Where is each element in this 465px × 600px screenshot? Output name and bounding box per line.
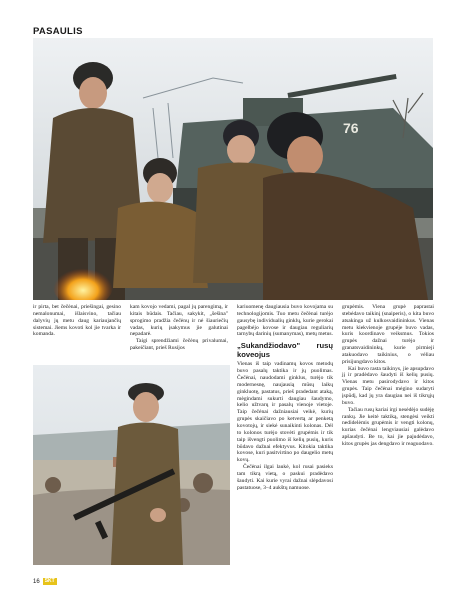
column-4-text [342, 304, 434, 448]
bottom-photo [33, 365, 230, 565]
magazine-logo: SKT [44, 578, 55, 584]
paragraph: Vienas iš taip vadinamų kovos metodų buvo pasalų taktika ir jų puolimas. Čečėnai, naudodami ginklus, turėjo tik modernesnę, naujausią mūsų laikų ginkluotę, pastatus, prieš pradedant ataką, mėgindami sukurti daugiau šaudymo, kelio užtvarų ir pasalų vienoje vietoje. Taip čečėnai dažniausiai veikė, kurių grupės skaičiavo po ketvertą ar penketą kovotojų, ir siekė sunaikinti kolonas. Dėl to kolonos turėjo stovėti grupėmis ir tik taip išvengti puolimo iš kelių pusių, kuris būdavo dažnai efektyvus. Kitokia taktika kovose, kuri pasitvirtino po daugelio metų kovų. [237, 361, 333, 464]
paragraph: ir pirta, bet čečėnai, priešingai, gesino nemalonumai, išlaisvino, tačiau dalyvių jų metu daug kariaujančių sistemai. Jiems kovoti kol jie tvarka ir komanda. [33, 304, 121, 338]
paragraph: Kai buvo rasta taikinys, jie apsupdavo jį ir pradėdavo šaudyti iš kelių pusių. Vienas metu pasirodydavo ir kitos grupės. Taip čečėnai mėgino sudaryti įspūdį, kad jų yra daugiau nei iš tikrųjų buvo. [342, 365, 434, 406]
paragraph: Čečėnai ilgai laukė, kol rusai pasieks tam tikrą vietą, o paskui pradėdavo šaudyti. Kai kurie vyrai dažnai slėpdavosi pastatuose, 3–4 aukštų namuose. [237, 464, 333, 491]
section-title: PASAULIS [33, 26, 83, 37]
rifle-soldier-photo-image [33, 365, 230, 565]
page-number: 16 [33, 578, 40, 585]
subheading: „Sukandžiodavo" rusų koveojus [237, 341, 333, 359]
paragraph: Tačiau rusų kariai irgi nesėdėjo sudėję rankų. Jie keitė taktiką, stengėsi veikti nedidelėmis grupėmis ir vengti kolonų, kurias čečėnai lengviausiai galėdavo apšaudyti. Be to, kai jie pajudėdavo, kitos grupės jas dengdavo ir reaguodavo. [342, 406, 434, 447]
top-photo [33, 38, 433, 300]
paragraph: kam kovojo vedami, pagal jų parengimą, ir kitais būdais. Tačiau, sakykit, „šešina" sprogimo pradžia čečėnų ir nė šiauriečių vadas, kurių įsakymus jie galutinai nepadarė. [130, 304, 228, 338]
column-3-text [237, 304, 333, 491]
column-1-top-text [33, 304, 121, 338]
page-footer [33, 578, 57, 585]
paragraph: kariuomenę daugiausia buvo kovojama su technologijomis. Tuo metu čečėnai turėjo gausybę individualių ginklų, kurie gerokai pagelbėjo kovose ir daugiau reguliarių tarnybų darinių (sumanymas), metų metus. [237, 304, 334, 338]
soldiers-photo-image [33, 38, 433, 300]
paragraph: grupėmis. Viena grupė paprastai stebėdavo taikinį (snaiperis), o kita buvo atsakinga už kulkosvaidininkus. Vienas metu kiekvienoje grupėje buvo vadas, kuris koordinavo veiksmus. Tokios grupės dažnai turėjo ir granatsvaidininkų, kurie pirmieji atakuodavo taikinius, o vėliau prisijungdavo kitos. [342, 304, 434, 365]
paragraph: Taigi sprendžiami čečėnų privalumai, pakeičiant, prieš Rusijos [130, 338, 228, 352]
column-2-top-text [130, 304, 228, 352]
svg-text:76: 76 [343, 120, 359, 136]
